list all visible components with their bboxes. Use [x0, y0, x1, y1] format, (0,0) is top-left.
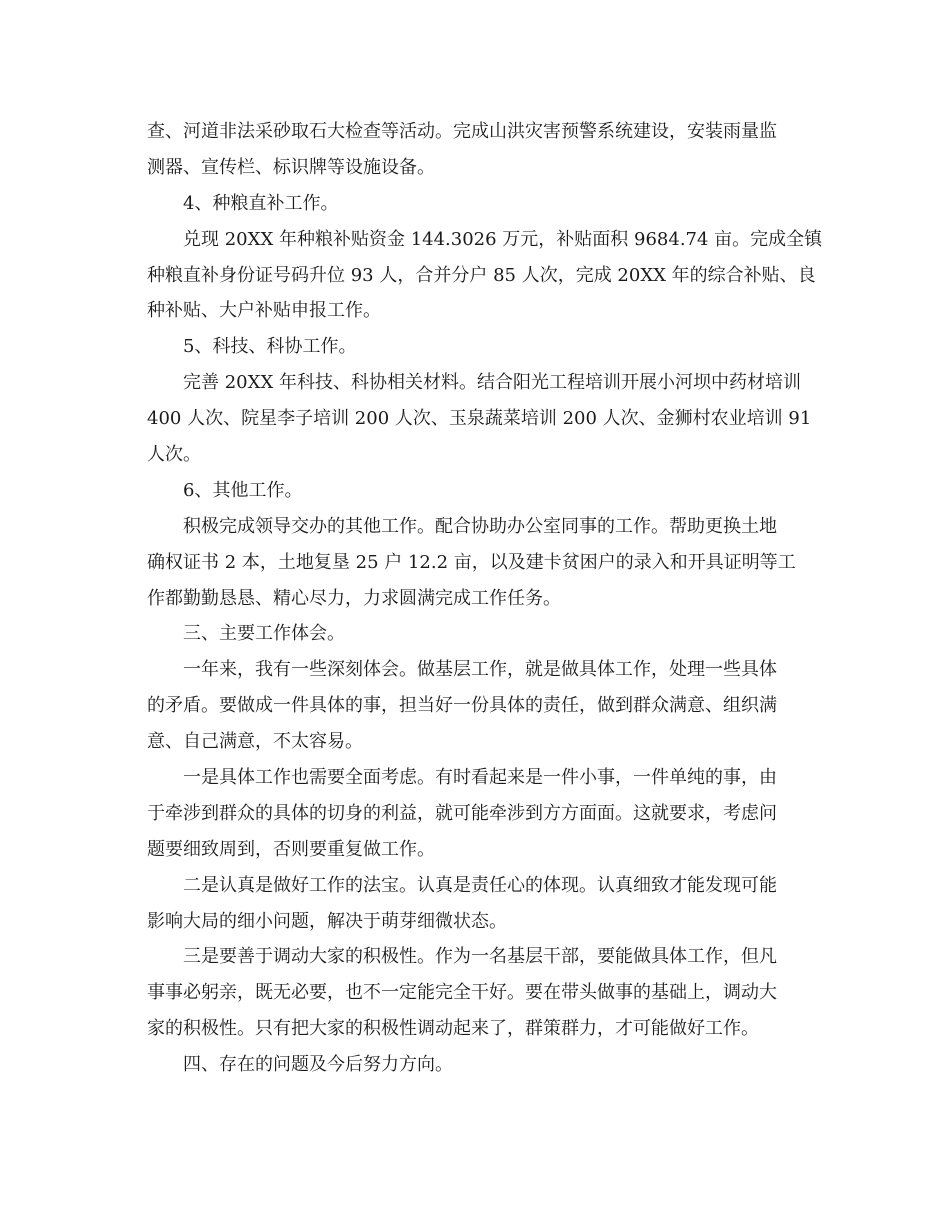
text-line: 作都勤勤恳恳、精心尽力，力求圆满完成工作任务。: [147, 587, 561, 609]
text-line: 意、自己满意，不太容易。: [147, 731, 363, 753]
text-line: 三是要善于调动大家的积极性。作为一名基层干部，要能做具体工作，但凡: [183, 946, 777, 968]
section-heading: 4、种粮直补工作。: [183, 192, 339, 214]
text-line: 影响大局的细小问题，解决于萌芽细微状态。: [147, 910, 507, 932]
text-line: 于牵涉到群众的具体的切身的利益，就可能牵涉到方方面面。这就要求，考虑问: [147, 802, 777, 824]
text-line: 测器、宣传栏、标识牌等设施设备。: [147, 156, 435, 178]
text-line: 兑现 20XX 年种粮补贴资金 144.3026 万元，补贴面积 9684.74 亩。完成全镇: [183, 228, 823, 250]
text-line: 的矛盾。要做成一件具体的事，担当好一份具体的责任，做到群众满意、组织满: [147, 695, 777, 717]
text-line: 事事必躬亲，既无必要，也不一定能完全干好。要在带头做事的基础上，调动大: [147, 982, 777, 1004]
text-line: 确权证书 2 本，土地复垦 25 户 12.2 亩，以及建卡贫困户的录入和开具证明等工: [147, 551, 796, 573]
text-line: 二是认真是做好工作的法宝。认真是责任心的体现。认真细致才能发现可能: [183, 874, 777, 896]
text-line: 400 人次、院星李子培训 200 人次、玉泉蔬菜培训 200 人次、金狮村农业培训 91: [147, 408, 812, 430]
text-line: 完善 20XX 年科技、科协相关材料。结合阳光工程培训开展小河坝中药材培训: [183, 372, 801, 394]
text-line: 人次。: [147, 444, 201, 466]
text-line: 一年来，我有一些深刻体会。做基层工作，就是做具体工作，处理一些具体: [183, 659, 777, 681]
text-line: 查、河道非法采砂取石大检查等活动。完成山洪灾害预警系统建设，安装雨量监: [147, 121, 777, 142]
section-heading: 三、主要工作体会。: [183, 623, 345, 645]
document-body: [147, 114, 823, 1083]
section-heading: 6、其他工作。: [183, 479, 303, 501]
text-line: 一是具体工作也需要全面考虑。有时看起来是一件小事，一件单纯的事，由: [183, 767, 777, 789]
text-line: 题要细致周到，否则要重复做工作。: [147, 838, 435, 860]
text-line: 家的积极性。只有把大家的积极性调动起来了，群策群力，才可能做好工作。: [147, 1018, 759, 1040]
section-heading: 四、存在的问题及今后努力方向。: [183, 1054, 453, 1076]
section-heading: 5、科技、科协工作。: [183, 336, 357, 358]
text-line: 积极完成领导交办的其他工作。配合协助办公室同事的工作。帮助更换土地: [183, 515, 777, 537]
text-line: 种粮直补身份证号码升位 93 人，合并分户 85 人次，完成 20XX 年的综合补贴、良: [147, 264, 816, 286]
text-line: 种补贴、大户补贴申报工作。: [147, 300, 381, 322]
